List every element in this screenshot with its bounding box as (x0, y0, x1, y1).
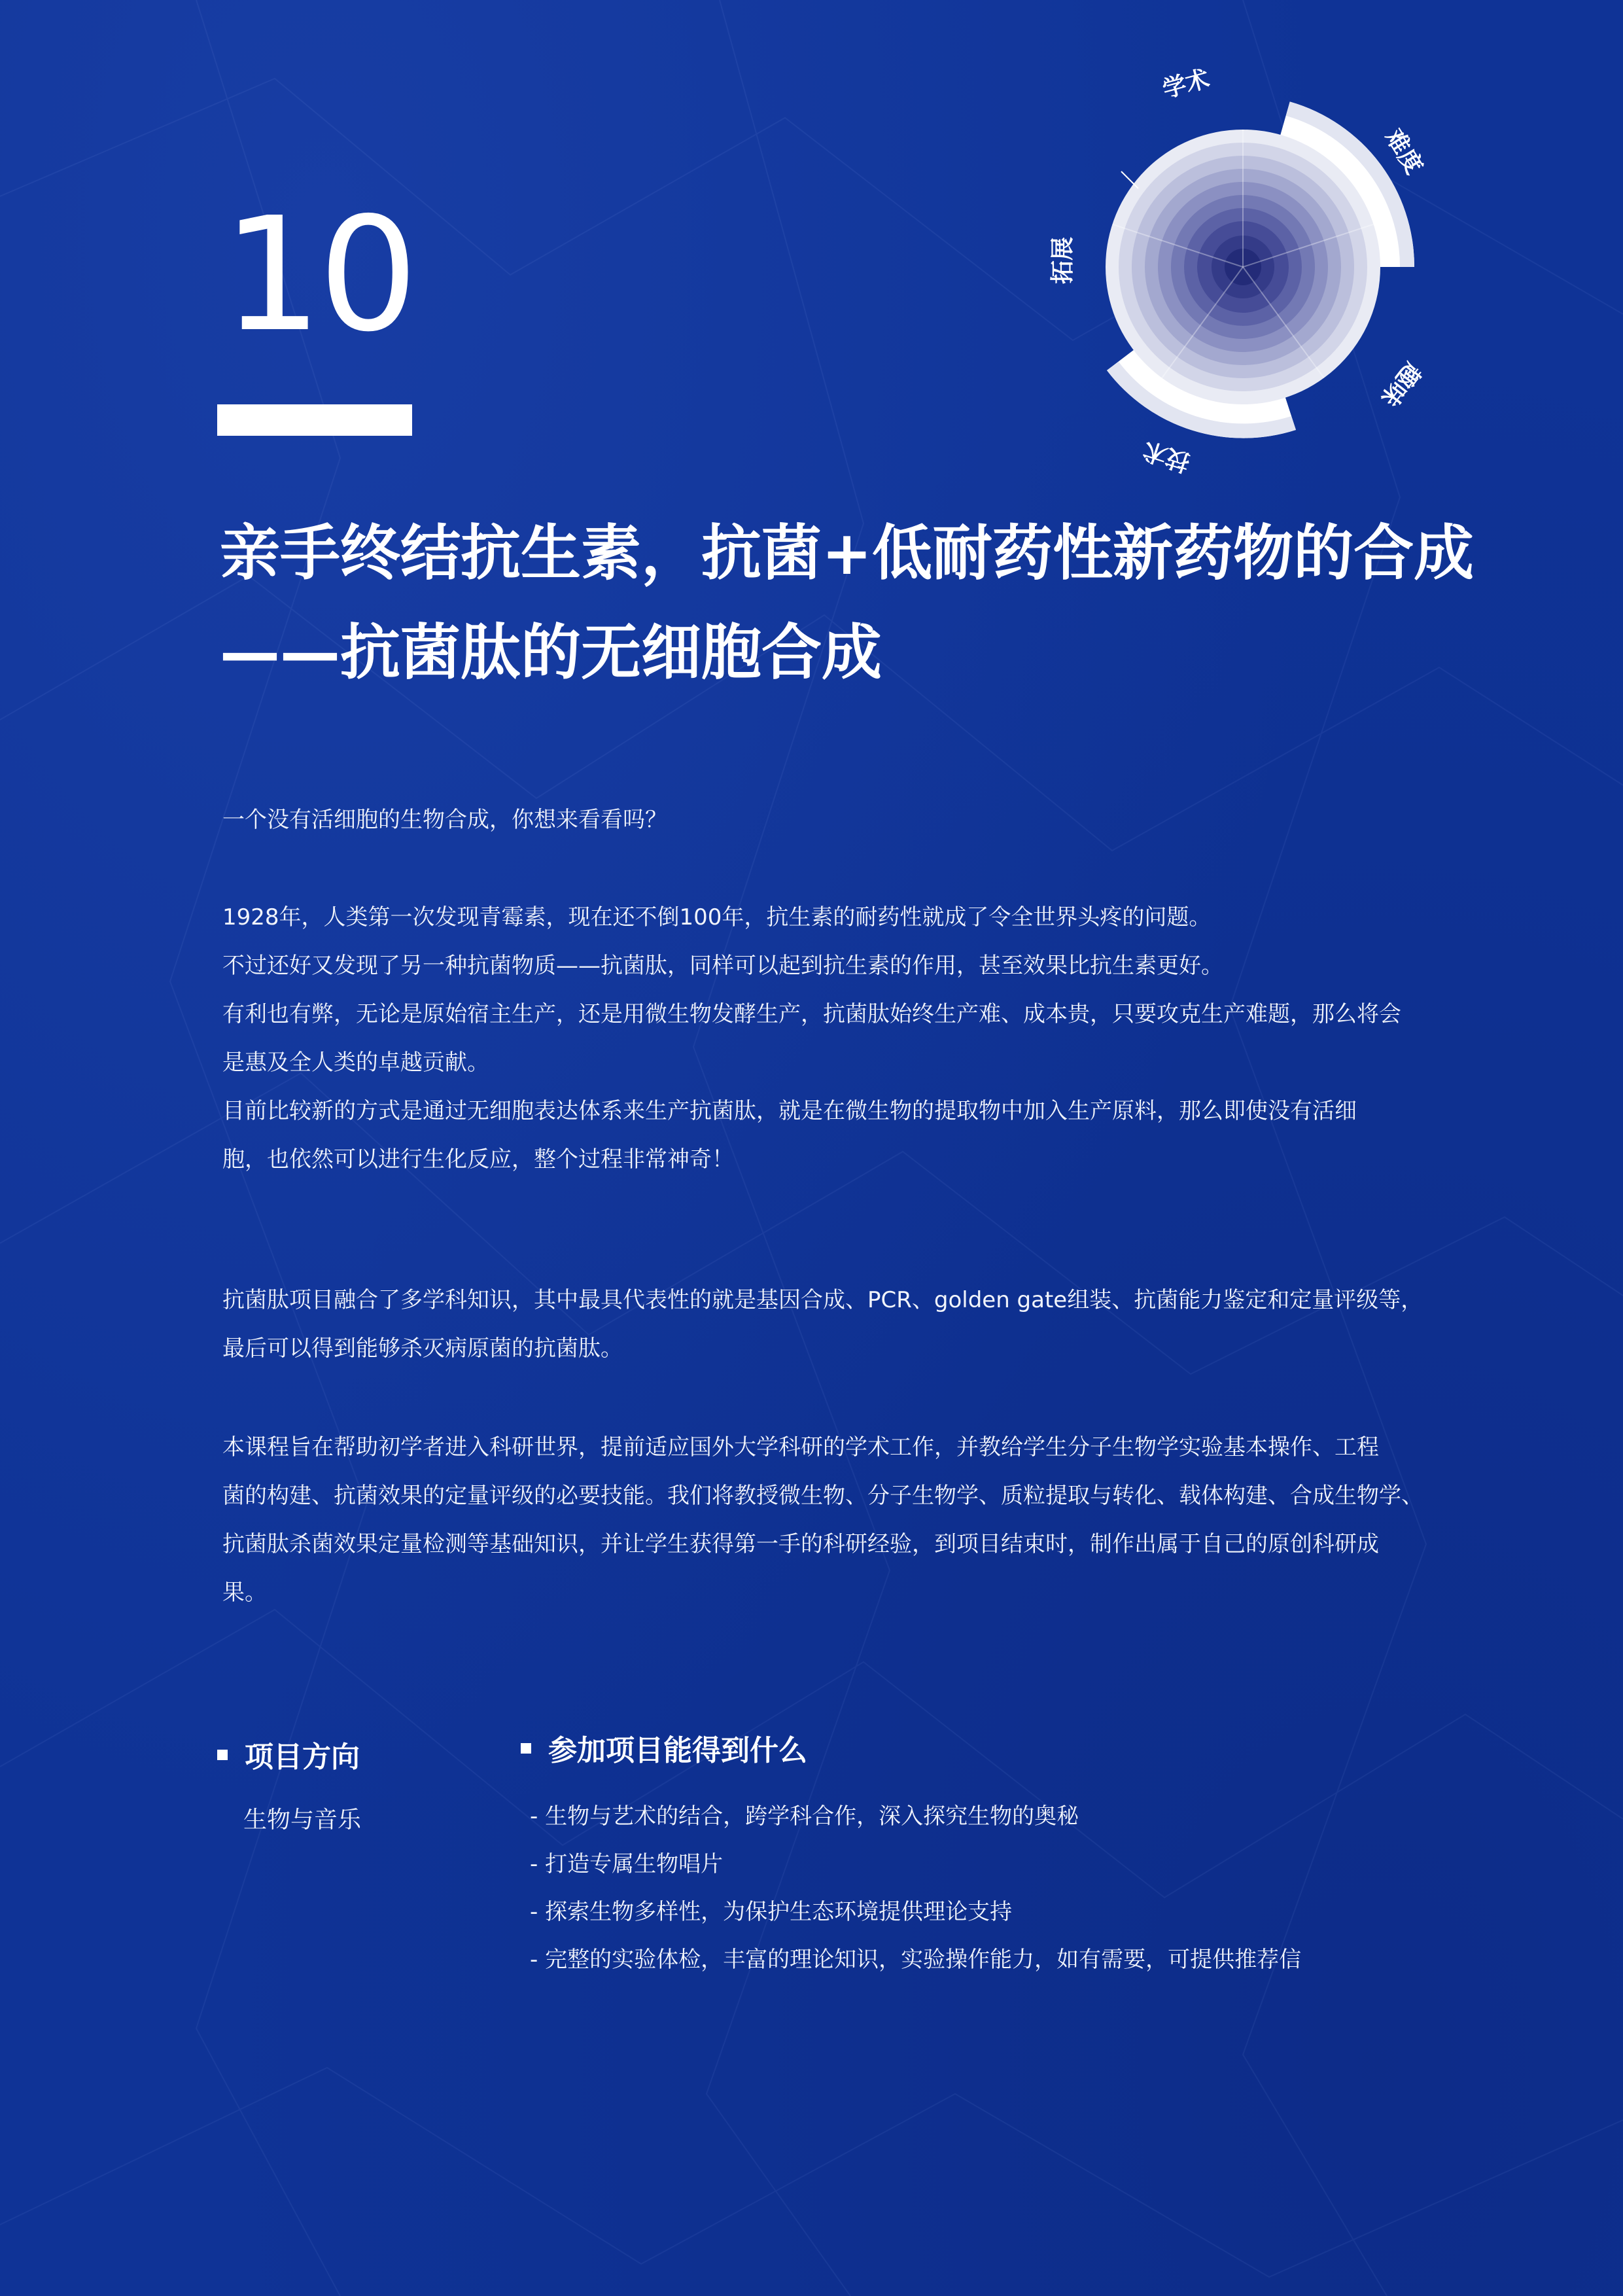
label-fun: 趣味 (1375, 357, 1426, 412)
number-underline (217, 404, 412, 436)
skills-line: 抗菌肽项目融合了多学科知识，其中最具代表性的就是基因合成、PCR、golden gate组装、抗菌能力鉴定和定量评级等， (222, 1287, 1423, 1313)
title-line-1: 亲手终结抗生素，抗菌+低耐药性新药物的合成 (220, 518, 1475, 588)
label-extension: 拓展 (1049, 236, 1076, 285)
story-line: 1928年，人类第一次发现青霉素，现在还不倒100年，抗生素的耐药性就成了令全世界头疼的问题。 (222, 904, 1212, 930)
skills-paragraph (222, 1276, 1465, 1373)
skills-line: 最后可以得到能够杀灭病原菌的抗菌肽。 (222, 1335, 623, 1362)
story-line: 胞，也依然可以进行生化反应，整个过程非常神奇！ (222, 1146, 734, 1173)
gains-list (530, 1793, 1301, 1984)
project-number: 10 (222, 183, 415, 366)
course-line: 本课程旨在帮助初学者进入科研世界，提前适应国外大学科研的学术工作，并教给学生分子生物学实验基本操作、工程 (222, 1434, 1379, 1460)
course-line: 抗菌肽杀菌效果定量检测等基础知识，并让学生获得第一手的科研经验，到项目结束时，制作出属于自己的原创科研成 (222, 1531, 1379, 1557)
direction-heading-text: 项目方向 (245, 1740, 360, 1774)
label-difficulty: 难度 (1380, 124, 1428, 179)
intro-paragraph (222, 796, 1465, 844)
label-academic: 学术 (1159, 65, 1213, 104)
list-item: - 打造专属生物唱片 (530, 1851, 724, 1877)
square-bullet-icon (521, 1743, 531, 1754)
rating-radial-chart (1007, 52, 1452, 497)
gains-heading (521, 1731, 807, 1771)
course-paragraph (222, 1423, 1465, 1617)
story-line: 目前比较新的方式是通过无细胞表达体系来生产抗菌肽，就是在微生物的提取物中加入生产原料，那么即使没有活细 (222, 1098, 1357, 1124)
list-item: - 探索生物多样性，为保护生态环境提供理论支持 (530, 1899, 1013, 1925)
square-bullet-icon (217, 1750, 228, 1760)
story-line: 不过还好又发现了另一种抗菌物质——抗菌肽，同样可以起到抗生素的作用，甚至效果比抗生素更好。 (222, 953, 1223, 979)
title-line-2: ——抗菌肽的无细胞合成 (220, 618, 882, 688)
story-line: 有利也有弊，无论是原始宿主生产，还是用微生物发酵生产，抗菌肽始终生产难、成本贵，只要攻克生产难题，那么将会 (222, 1001, 1401, 1027)
label-technique: 技术 (1140, 436, 1194, 476)
direction-heading (217, 1738, 360, 1777)
story-paragraph (222, 893, 1465, 1184)
page-title (220, 504, 1515, 703)
story-line: 是惠及全人类的卓越贡献。 (222, 1050, 489, 1076)
course-line: 菌的构建、抗菌效果的定量评级的必要技能。我们将教授微生物、分子生物学、质粒提取与转化、载体构建、合成生物学、 (222, 1483, 1423, 1509)
list-item: - 完整的实验体检，丰富的理论知识，实验操作能力，如有需要，可提供推荐信 (530, 1947, 1302, 1973)
course-line: 果。 (222, 1580, 267, 1606)
list-item: - 生物与艺术的结合，跨学科合作，深入探究生物的奥秘 (530, 1803, 1079, 1829)
intro-text: 一个没有活细胞的生物合成，你想来看看吗？ (222, 807, 667, 833)
direction-item: 生物与音乐 (243, 1807, 362, 1833)
gains-heading-text: 参加项目能得到什么 (548, 1734, 807, 1767)
axis-tick (1121, 171, 1138, 188)
